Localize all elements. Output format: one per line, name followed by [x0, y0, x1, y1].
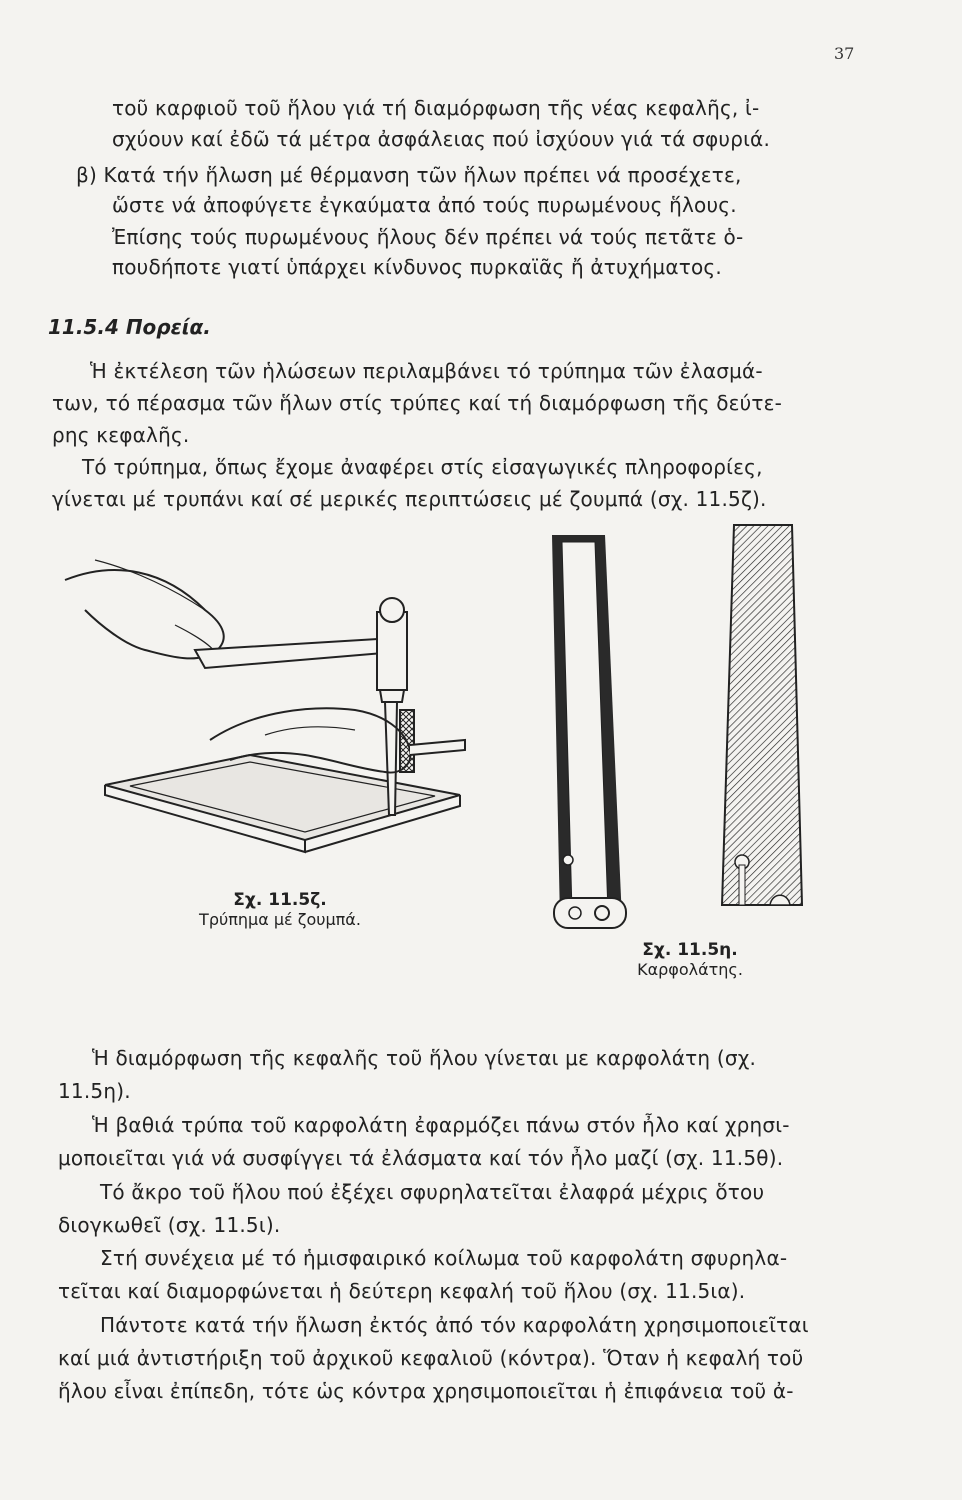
hammer-peen: [380, 598, 404, 622]
section-p2-line-1: Τό τρύπημα, ὅπως ἔχομε ἀναφέρει στίς εἰσαγωγικές πληροφορίες,: [82, 455, 763, 479]
body-c-line-2: διογκωθεῖ (σχ. 11.5ι).: [58, 1213, 281, 1237]
rivet-set-side-view: [552, 535, 626, 928]
section-heading: 11.5.4 Πορεία.: [48, 315, 211, 339]
figure-11-5z-text: Τρύπημα μέ ζουμπά.: [199, 910, 361, 929]
body-d-line-2: τεῖται καί διαμορφώνεται ἡ δεύτερη κεφαλή τοῦ ἥλου (σχ. 11.5ια).: [58, 1279, 746, 1303]
page-number: 37: [834, 44, 855, 63]
intro-line-1: τοῦ καρφιοῦ τοῦ ἥλου γιά τή διαμόρφωση τῆς νέας κεφαλῆς, ἰ-: [112, 96, 760, 120]
figure-11-5z-caption: [160, 890, 400, 929]
beta-line-1: β) Κατά τήν ἥλωση μέ θέρμανση τῶν ἥλων πρέπει νά προσέχετε,: [76, 163, 742, 187]
figure-11-5h-caption: [590, 940, 790, 979]
body-b-line-2: μοποιεῖται γιά νά συσφίγγει τά ἐλάσματα καί τόν ἦλο μαζί (σχ. 11.5θ).: [58, 1146, 784, 1170]
section-p1-line-3: ρης κεφαλῆς.: [52, 423, 190, 447]
figure-11-5z-number: Σχ. 11.5ζ.: [233, 890, 327, 910]
hammer-head: [377, 612, 407, 690]
intro-line-2: σχύουν καί ἐδῶ τά μέτρα ἀσφάλειας πού ἰσχύουν γιά τά σφυριά.: [112, 127, 770, 151]
figure-11-5z-illustration: [55, 540, 485, 870]
body-e-line-2: καί μιά ἀντιστήριξη τοῦ ἀρχικοῦ κεφαλιοῦ (κόντρα). Ὅταν ἡ κεφαλή τοῦ: [58, 1346, 804, 1370]
rivet-set-section-view: [722, 525, 802, 905]
beta-line-3: Ἐπίσης τούς πυρωμένους ἥλους δέν πρέπει νά τούς πετᾶτε ὁ-: [112, 225, 744, 249]
body-d-line-1: Στή συνέχεια μέ τό ἡμισφαιρικό κοίλωμα τοῦ καρφολάτη σφυρηλα-: [100, 1246, 788, 1270]
body-a-line-2: 11.5η).: [58, 1079, 131, 1103]
body-a-line-1: Ἡ διαμόρφωση τῆς κεφαλῆς τοῦ ἥλου γίνεται με καρφολάτη (σχ.: [92, 1046, 757, 1070]
figure-11-5h-illustration: [540, 520, 860, 950]
body-e-line-1: Πάντοτε κατά τήν ἥλωση ἐκτός ἀπό τόν καρφολάτη χρησιμοποιεῖται: [100, 1313, 809, 1337]
body-e-line-3: ἥλου εἶναι ἐπίπεδη, τότε ὡς κόντρα χρησιμοποιεῖται ἡ ἐπιφάνεια τοῦ ἀ-: [58, 1379, 794, 1403]
body-c-line-1: Τό ἄκρο τοῦ ἥλου πού ἐξέχει σφυρηλατεῖται ἐλαφρά μέχρις ὅτου: [100, 1180, 765, 1204]
beta-line-4: πουδήποτε γιατί ὑπάρχει κίνδυνος πυρκαϊᾶς ἤ ἀτυχήματος.: [112, 255, 722, 279]
body-b-line-1: Ἡ βαθιά τρύπα τοῦ καρφολάτη ἐφαρμόζει πάνω στόν ἦλο καί χρησι-: [92, 1113, 790, 1137]
hammer-handle: [195, 638, 395, 668]
section-p1-line-2: των, τό πέρασμα τῶν ἥλων στίς τρύπες καί τή διαμόρφωση τῆς δεύτε-: [52, 391, 783, 415]
upper-hand: [65, 570, 224, 658]
beta-line-2: ὥστε νά ἀποφύγετε ἐγκαύματα ἀπό τούς πυρωμένους ἥλους.: [112, 193, 737, 217]
section-p2-line-2: γίνεται μέ τρυπάνι καί σέ μερικές περιπτώσεις μέ ζουμπά (σχ. 11.5ζ).: [52, 487, 767, 511]
section-p1-line-1: Ἡ ἐκτέλεση τῶν ἡλώσεων περιλαμβάνει τό τρύπημα τῶν ἐλασμά-: [90, 359, 763, 383]
figure-11-5h-text: Καρφολάτης.: [637, 960, 743, 979]
figure-11-5h-number: Σχ. 11.5η.: [642, 940, 738, 960]
